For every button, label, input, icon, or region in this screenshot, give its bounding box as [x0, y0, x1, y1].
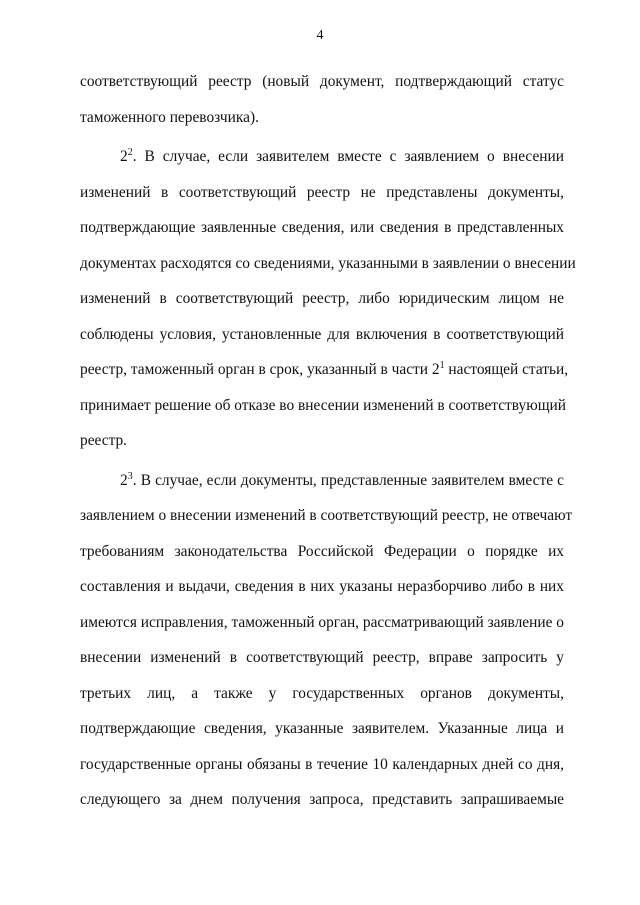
text-line: внесении изменений в соответствующий реестр, вправе запросить у: [80, 649, 564, 666]
text-line: подтверждающие заявленные сведения, или сведения в представленных: [80, 219, 564, 236]
text-line: [80, 352, 569, 388]
paragraph-continuation: [80, 64, 564, 135]
paragraph-number-superscript: 3: [127, 470, 133, 482]
text-line: требованиям законодательства Российской Федерации о порядке их: [80, 542, 564, 560]
text-line: соблюдены условия, установленные для включения в соответствующий: [80, 325, 564, 343]
page-number: 4: [316, 28, 324, 43]
text-line: изменений в соответствующий реестр, либо юридическим лицом не: [80, 290, 564, 307]
text-line: третьих лиц, а также у государственных органов документы,: [80, 684, 564, 702]
text-line: соответствующий реестр (новый документ, подтверждающий статус: [80, 73, 564, 90]
paragraph-number: 2: [120, 148, 128, 165]
document-body: [80, 64, 576, 818]
text-line: заявлением о внесении изменений в соответствующий реестр, не отвечают: [80, 507, 573, 524]
text-line: принимает решение об отказе во внесении изменений в соответствующий: [80, 396, 567, 414]
text-line: [80, 139, 564, 175]
text-line: изменений в соответствующий реестр не представлены документы,: [80, 183, 564, 201]
text-line: [80, 463, 564, 499]
text-line: составления и выдачи, сведения в них указаны неразборчиво либо в них: [80, 578, 564, 595]
text-line: государственные органы обязаны в течение 10 календарных дней со дня,: [80, 755, 564, 773]
text-line: подтверждающие сведения, указанные заявителем. Указанные лица и: [80, 720, 564, 737]
text-fragment: . В случае, если документы, представленные заявителем вместе с: [132, 471, 564, 489]
text-line: реестр.: [80, 432, 128, 449]
text-fragment: настоящей статьи,: [444, 361, 569, 378]
text-line: имеются исправления, таможенный орган, рассматривающий заявление о: [80, 613, 564, 631]
text-fragment: реестр, таможенный орган в срок, указанный в части 2: [80, 361, 440, 378]
paragraph-number: 2: [120, 471, 128, 489]
text-line: документах расходятся со сведениями, указанными в заявлении о внесении: [80, 254, 576, 272]
paragraph-2-2: [80, 139, 576, 459]
paragraph-number-superscript: 2: [127, 147, 133, 158]
reference-superscript: 1: [439, 360, 445, 371]
paragraph-2-3: [80, 463, 573, 818]
text-fragment: . В случае, если заявителем вместе с заявлением о внесении: [132, 148, 564, 165]
text-line: следующего за днем получения запроса, представить запрашиваемые: [80, 791, 564, 808]
text-line: таможенного перевозчика).: [80, 108, 259, 126]
